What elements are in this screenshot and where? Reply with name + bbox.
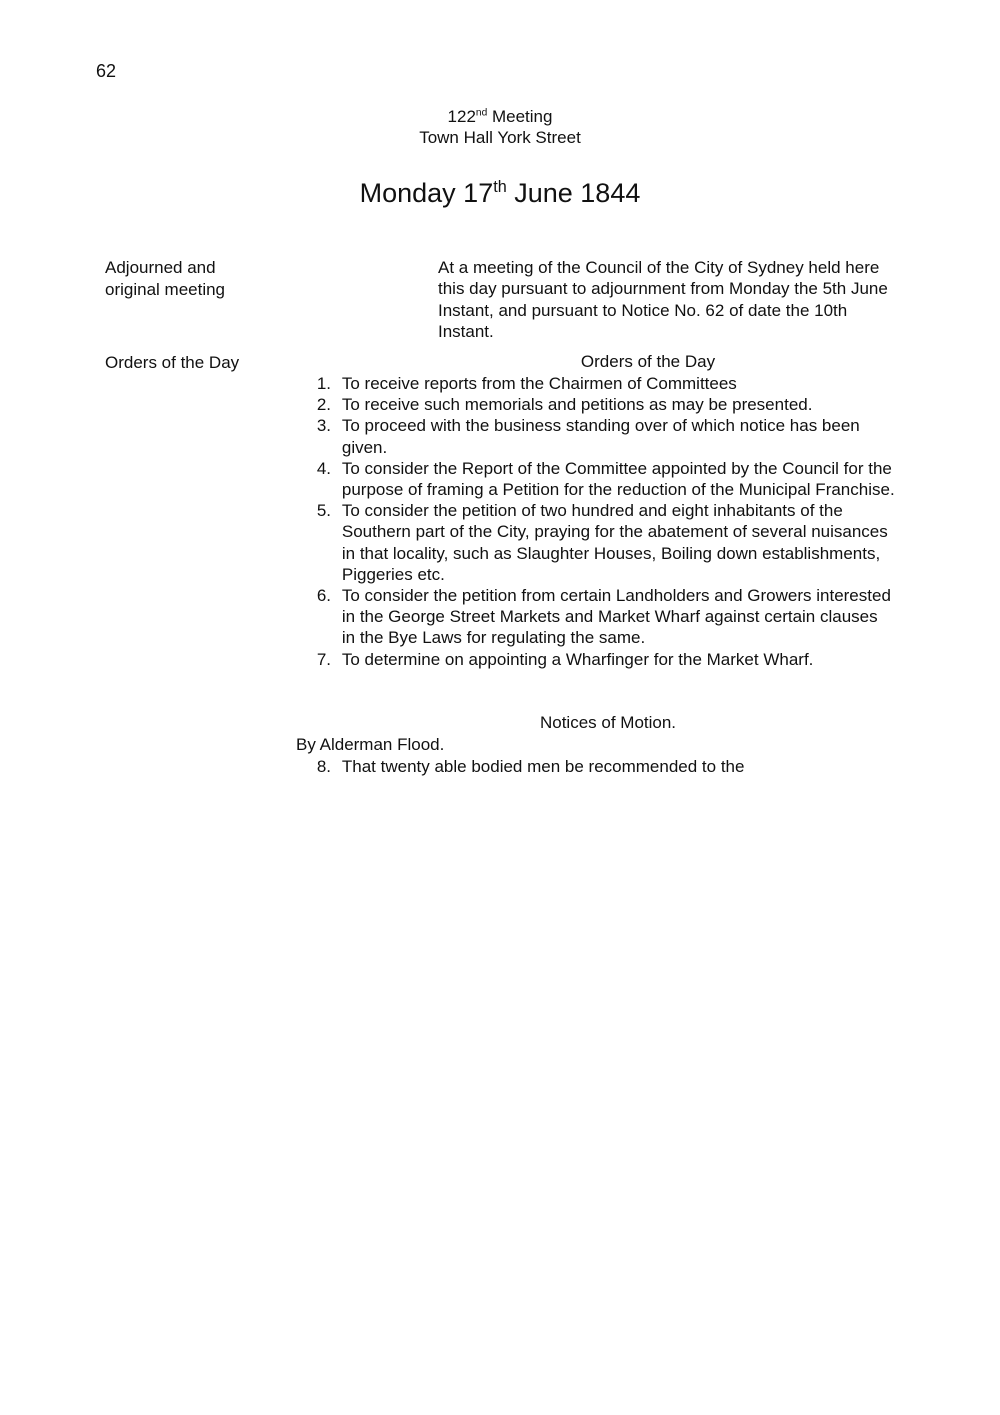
item-number: 2. [316,395,331,415]
item-number: 7. [316,649,331,669]
item-text: To consider the petition of two hundred and eight inhabitants of the Southern part of the City, praying for the abatement of several nuisances in that locality, such as Slaughter Houses, Boiling down establishments, Piggeries etc. [341,501,888,584]
meeting-label: Meeting [487,107,553,126]
item-text: To consider the Report of the Committee appointed by the Council for the purpose of framing a Petition for the reduction of the Municipal Franchise. [341,458,895,500]
item-text: To determine on appointing a Wharfinger for the Market Wharf. [341,649,814,669]
margin-note-line: Adjourned and [105,258,216,277]
meeting-location: Town Hall York Street [419,128,581,147]
margin-note-orders: Orders of the Day [105,353,240,372]
orders-list [295,373,895,670]
list-item [295,756,895,777]
notice-mover: By Alderman Flood. [296,735,445,754]
item-number: 6. [316,586,331,606]
margin-note-adjourned [105,257,275,301]
margin-note-line: original meeting [105,280,226,299]
notices-heading: Notices of Motion. [539,713,677,732]
meeting-date [0,178,1000,209]
item-text: To receive such memorials and petitions as may be presented. [341,395,813,415]
meeting-number-value: 122 [447,107,476,126]
date-day: Monday 17 [359,178,494,208]
list-item [295,500,895,585]
list-item [295,585,895,649]
item-number: 5. [316,501,331,521]
date-ordinal-suffix: th [493,178,507,196]
item-text: To consider the petition from certain Landholders and Growers interested in the George Street Markets and Market Wharf against certain clauses in the Bye Laws for regulating the same. [341,586,891,648]
opening-paragraph: At a meeting of the Council of the City of Sydney held here this day pursuant to adjournment from Monday the 5th June Instant, and pursuant to Notice No. 62 of date the 10th Instant. [438,258,888,341]
notices-list [295,756,895,777]
page-number: 62 [96,61,117,81]
date-month-year: June 1844 [506,178,641,208]
item-number: 8. [316,757,331,776]
item-text: To receive reports from the Chairmen of Committees [341,374,737,393]
meeting-ordinal-suffix: nd [475,107,488,119]
item-text: To proceed with the business standing over of which notice has been given. [341,416,860,457]
list-item [295,373,895,394]
item-text: That twenty able bodied men be recommended to the [341,757,745,776]
item-number: 3. [316,416,331,436]
list-item [295,649,895,670]
meeting-number [0,107,1000,127]
list-item [295,458,895,500]
list-item [295,415,895,457]
item-number: 4. [316,458,331,478]
item-number: 1. [316,374,331,393]
orders-heading: Orders of the Day [580,352,716,371]
list-item [295,394,895,415]
